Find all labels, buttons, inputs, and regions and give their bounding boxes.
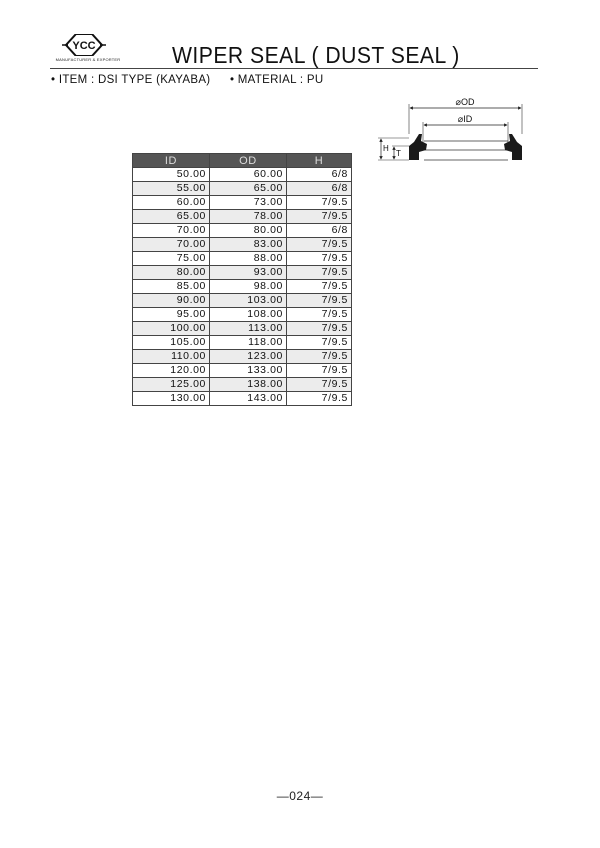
cell-id: 50.00 — [133, 168, 210, 182]
cell-id: 110.00 — [133, 350, 210, 364]
table-row — [133, 210, 352, 224]
table-row — [133, 182, 352, 196]
table-row — [133, 196, 352, 210]
logo-caption: MANUFACTURER & EXPORTER — [55, 57, 121, 62]
cell-h: 6/8 — [287, 182, 352, 196]
cell-od: 60.00 — [210, 168, 287, 182]
cell-h: 7/9.5 — [287, 378, 352, 392]
page-number: —024— — [276, 789, 324, 803]
item-type: • ITEM : DSI TYPE (KAYABA) — [51, 74, 211, 86]
cell-od: 108.00 — [210, 308, 287, 322]
cell-id: 125.00 — [133, 378, 210, 392]
cell-id: 95.00 — [133, 308, 210, 322]
cell-od: 73.00 — [210, 196, 287, 210]
table-row — [133, 378, 352, 392]
cell-h: 7/9.5 — [287, 196, 352, 210]
table-row — [133, 294, 352, 308]
cell-id: 65.00 — [133, 210, 210, 224]
column-header-h: H — [287, 154, 352, 168]
cell-od: 80.00 — [210, 224, 287, 238]
column-header-od: OD — [210, 154, 287, 168]
cell-id: 70.00 — [133, 224, 210, 238]
table-row — [133, 168, 352, 182]
cell-h: 6/8 — [287, 224, 352, 238]
seal-profile-right — [504, 134, 522, 160]
seal-cross-section-diagram — [372, 94, 540, 170]
cell-id: 55.00 — [133, 182, 210, 196]
h-label: H — [383, 144, 389, 153]
title-divider — [50, 68, 538, 69]
table-row — [133, 336, 352, 350]
id-label: ⌀ID — [457, 114, 473, 124]
seal-profile-left — [409, 134, 427, 160]
cell-od: 133.00 — [210, 364, 287, 378]
cell-h: 7/9.5 — [287, 294, 352, 308]
item-meta-line — [51, 74, 323, 86]
od-label: ⌀OD — [455, 97, 475, 107]
cell-od: 113.00 — [210, 322, 287, 336]
cell-h: 7/9.5 — [287, 322, 352, 336]
cell-id: 85.00 — [133, 280, 210, 294]
cell-od: 118.00 — [210, 336, 287, 350]
cell-id: 130.00 — [133, 392, 210, 406]
ycc-logo-icon — [62, 34, 106, 56]
cell-id: 105.00 — [133, 336, 210, 350]
cell-id: 60.00 — [133, 196, 210, 210]
t-label: T — [396, 149, 401, 158]
dimension-table — [132, 153, 352, 406]
cell-h: 7/9.5 — [287, 308, 352, 322]
table-row — [133, 308, 352, 322]
table-row — [133, 350, 352, 364]
cell-h: 7/9.5 — [287, 210, 352, 224]
table-row — [133, 392, 352, 406]
cell-od: 65.00 — [210, 182, 287, 196]
cell-od: 83.00 — [210, 238, 287, 252]
cell-od: 88.00 — [210, 252, 287, 266]
cell-h: 7/9.5 — [287, 252, 352, 266]
table-row — [133, 280, 352, 294]
cell-id: 75.00 — [133, 252, 210, 266]
cell-id: 90.00 — [133, 294, 210, 308]
table-row — [133, 364, 352, 378]
table-row — [133, 266, 352, 280]
cell-od: 78.00 — [210, 210, 287, 224]
cell-id: 120.00 — [133, 364, 210, 378]
cell-id: 70.00 — [133, 238, 210, 252]
table-header-row — [133, 154, 352, 168]
cell-od: 98.00 — [210, 280, 287, 294]
logo-text: YCC — [72, 40, 96, 52]
cell-h: 7/9.5 — [287, 266, 352, 280]
cell-od: 93.00 — [210, 266, 287, 280]
cell-od: 103.00 — [210, 294, 287, 308]
cell-h: 7/9.5 — [287, 336, 352, 350]
cell-h: 7/9.5 — [287, 392, 352, 406]
page-title: WIPER SEAL ( DUST SEAL ) — [172, 42, 460, 68]
company-logo — [50, 34, 125, 64]
cell-id: 100.00 — [133, 322, 210, 336]
cell-h: 6/8 — [287, 168, 352, 182]
table-row — [133, 224, 352, 238]
cell-id: 80.00 — [133, 266, 210, 280]
table-row — [133, 252, 352, 266]
table-row — [133, 238, 352, 252]
cell-h: 7/9.5 — [287, 238, 352, 252]
cell-od: 138.00 — [210, 378, 287, 392]
cell-h: 7/9.5 — [287, 280, 352, 294]
cell-h: 7/9.5 — [287, 364, 352, 378]
cell-h: 7/9.5 — [287, 350, 352, 364]
table-body — [133, 168, 352, 406]
cell-od: 123.00 — [210, 350, 287, 364]
table-row — [133, 322, 352, 336]
column-header-id: ID — [133, 154, 210, 168]
cell-od: 143.00 — [210, 392, 287, 406]
item-material: • MATERIAL : PU — [229, 74, 324, 86]
